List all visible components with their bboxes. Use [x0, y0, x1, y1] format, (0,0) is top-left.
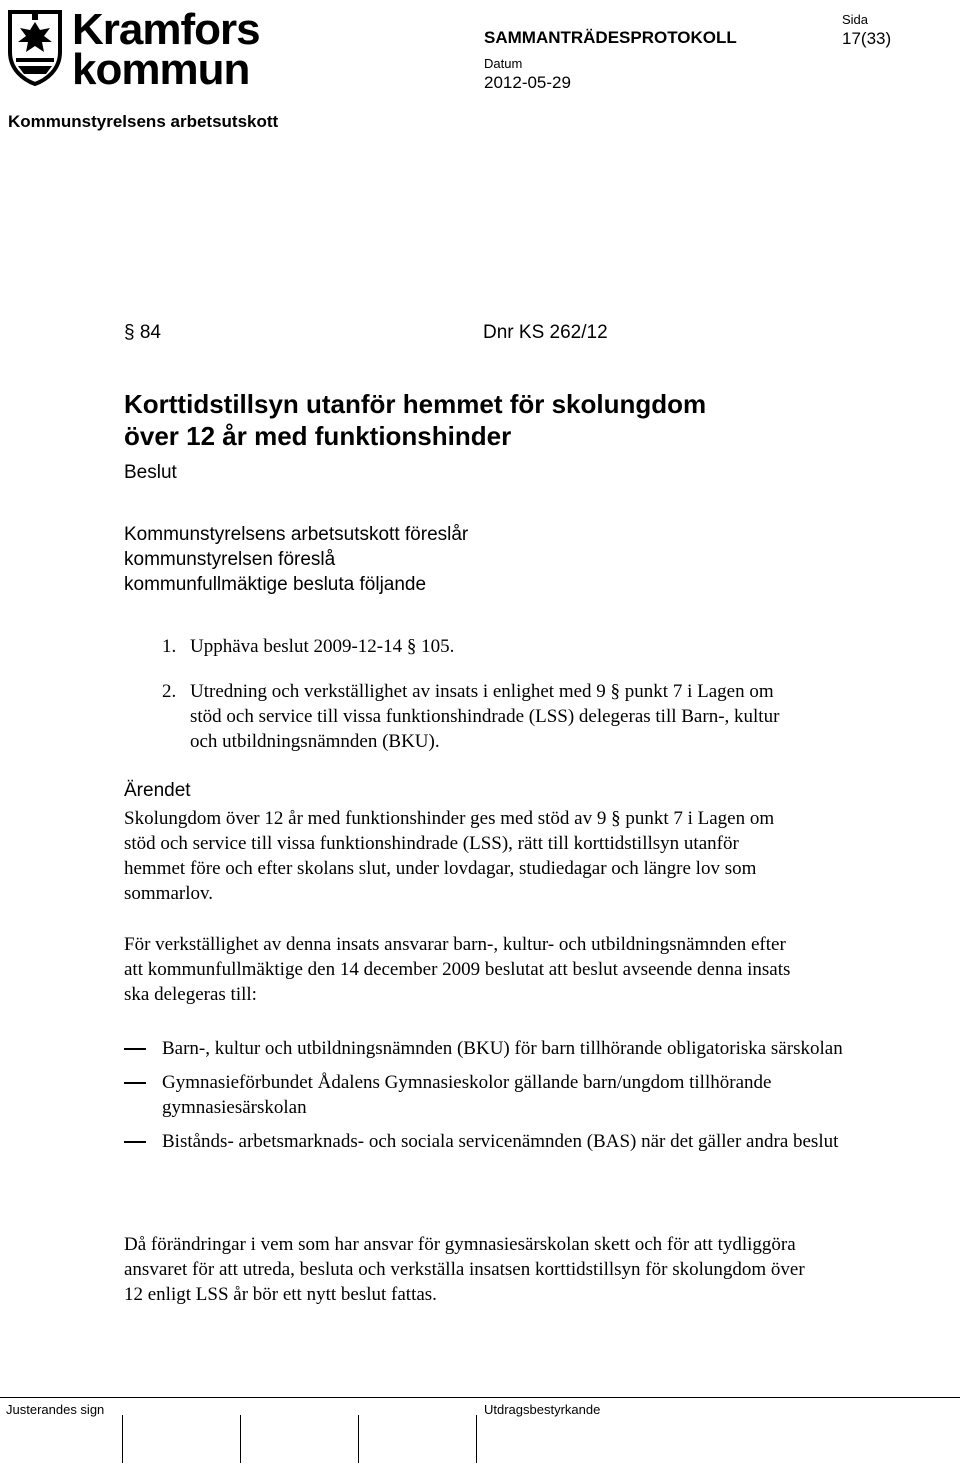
date-label: Datum [484, 56, 523, 71]
dash-bullet [124, 1048, 146, 1050]
title-line: över 12 år med funktionshinder [124, 421, 512, 451]
list-item-text: Bistånds- arbetsmarknads- och sociala servicenämnden (BAS) när det gäller andra beslut [162, 1131, 839, 1152]
paragraph-sign: § [124, 322, 135, 343]
intro-line: kommunfullmäktige besluta följande [124, 574, 427, 595]
case-reference: Dnr KS 262/12 [483, 322, 608, 343]
signature-box-divider [240, 1415, 241, 1463]
signature-footer [0, 1397, 960, 1466]
coat-of-arms-icon [6, 8, 64, 86]
list-item [162, 679, 802, 754]
document-type: SAMMANTRÄDESPROTOKOLL [484, 28, 737, 47]
page-label: Sida [842, 12, 869, 27]
list-item-text: Gymnasieförbundet Ådalens Gymnasieskolor gällande barn/ungdom tillhörande gymnasiesärskolan [162, 1072, 772, 1118]
list-item-number: 2. [162, 681, 177, 702]
dash-bullet [124, 1141, 146, 1143]
list-item-text: Upphäva beslut 2009-12-14 § 105. [190, 636, 455, 657]
signature-box-divider [122, 1415, 123, 1463]
list-item [124, 1036, 844, 1061]
list-item [124, 1070, 844, 1120]
justerandes-sign-label: Justerandes sign [6, 1402, 105, 1417]
list-item-text: Barn-, kultur och utbildningsnämnden (BKU) för barn tillhörande obligatoriska särskolan [162, 1038, 843, 1059]
utdragsbestyrkande-label: Utdragsbestyrkande [484, 1402, 601, 1417]
meeting-date: 2012-05-29 [484, 73, 571, 92]
delegate-list [124, 1036, 844, 1163]
list-item-text: Utredning och verkställighet av insats i enlighet med 9 § punkt 7 i Lagen om stöd och service till vissa funktionshindrade (LSS) delegeras till Barn-, kultur och utbildningsnämnden (BKU). [190, 681, 780, 752]
page-number: 17(33) [842, 29, 892, 48]
list-item-number: 1. [162, 636, 177, 657]
arendet-heading: Ärendet [124, 780, 191, 801]
signature-box-divider [476, 1415, 477, 1463]
list-item [124, 1129, 844, 1154]
dash-bullet [124, 1082, 146, 1084]
beslut-intro [124, 522, 468, 597]
intro-line: Kommunstyrelsens arbetsutskott föreslår [124, 524, 469, 545]
section-number-value: 84 [139, 322, 161, 343]
logo-wordmark-line1: Kramfors [72, 5, 260, 54]
decision-list [162, 634, 802, 754]
arendet-paragraph: Skolungdom över 12 år med funktionshinder ges med stöd av 9 § punkt 7 i Lagen om stöd och service till vissa funktionshindrade (LSS), rätt till korttidstillsyn utanför hemmet före och efter skolans slut, under lovdagar, studiedagar och längre lov som sommarlov. [124, 808, 775, 904]
list-item [162, 634, 802, 659]
page-title [124, 388, 884, 452]
title-line: Korttidstillsyn utanför hemmet för skolungdom [124, 389, 707, 419]
arendet-paragraph: Då förändringar i vem som har ansvar för gymnasiesärskolan skett och för att tydliggöra ansvaret för att utreda, besluta och verkställa insatsen korttidstillsyn för skolungdom över 12 enligt LSS år bör ett nytt beslut fattas. [124, 1234, 805, 1305]
section-number [124, 322, 161, 344]
committee-name: Kommunstyrelsens arbetsutskott [8, 112, 279, 131]
intro-line: kommunstyrelsen föreslå [124, 549, 336, 570]
arendet-paragraph: För verkställighet av denna insats ansvarar barn-, kultur- och utbildningsnämnden efter att kommunfullmäktige den 14 december 2009 beslutat att beslut avseende denna insats ska delegeras till: [124, 934, 791, 1005]
municipality-logo [6, 5, 260, 94]
logo-wordmark-line2: kommun [72, 45, 250, 94]
footer-divider [0, 1397, 960, 1398]
beslut-heading: Beslut [124, 462, 177, 483]
signature-box-divider [358, 1415, 359, 1463]
